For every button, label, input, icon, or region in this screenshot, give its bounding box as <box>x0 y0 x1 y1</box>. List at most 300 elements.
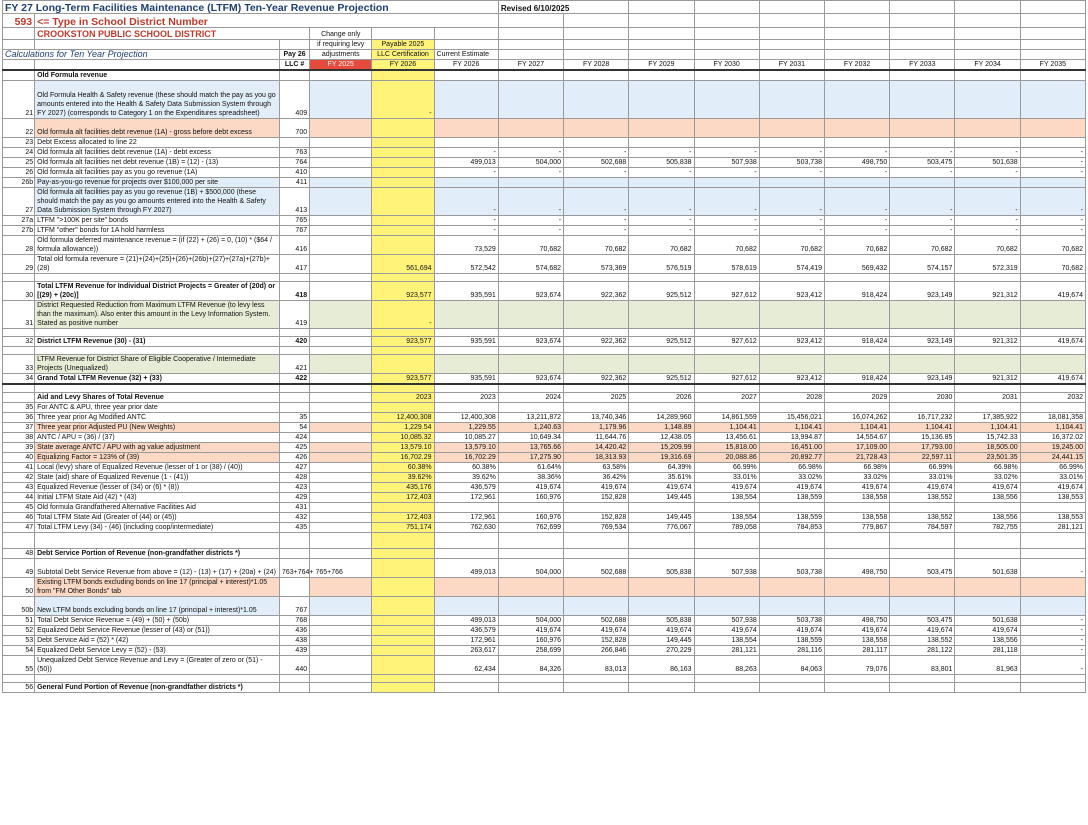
table-row <box>3 355 1086 374</box>
year-value: 503,738 <box>759 158 824 168</box>
llc-number: 418 <box>280 282 310 301</box>
year-value <box>955 682 1020 692</box>
year-value: 784,597 <box>890 522 955 532</box>
year-value <box>498 532 563 548</box>
payable-2025-value[interactable]: 39.62% <box>372 472 434 482</box>
year-value: 507,938 <box>694 615 759 625</box>
year-value <box>564 682 629 692</box>
levy-adjustment-input[interactable] <box>310 412 372 422</box>
year-value <box>694 402 759 412</box>
table-row <box>3 226 1086 236</box>
year-value: 160,976 <box>498 492 563 502</box>
payable-2025-value[interactable] <box>372 548 434 558</box>
row-label: Equalized Revenue (lesser of (34) or (6) * (8)) <box>35 482 280 492</box>
payable-2025-value[interactable]: 751,174 <box>372 522 434 532</box>
year-value: - <box>1020 168 1085 178</box>
year-value: 138,552 <box>890 635 955 645</box>
district-number-input[interactable]: 593 <box>3 14 35 28</box>
year-value: 578,619 <box>694 255 759 274</box>
table-row <box>3 412 1086 422</box>
payable-2025-value[interactable] <box>372 532 434 548</box>
year-value <box>629 674 694 682</box>
payable-2025-value[interactable] <box>372 178 434 188</box>
year-value: 922,362 <box>564 337 629 347</box>
year-value <box>694 274 759 282</box>
year-value: 81,963 <box>955 655 1020 674</box>
levy-adjustment-input[interactable] <box>310 301 372 329</box>
year-value <box>759 119 824 138</box>
levy-adjustment-input[interactable] <box>310 625 372 635</box>
fy2026-estimate-value: 935,591 <box>434 337 498 347</box>
payable-2025-value[interactable]: 923,577 <box>372 337 434 347</box>
year-value <box>890 301 955 329</box>
table-row <box>3 168 1086 178</box>
levy-adjustment-input[interactable] <box>310 615 372 625</box>
levy-adjustment-input[interactable] <box>310 402 372 412</box>
year-value <box>1020 577 1085 596</box>
table-row <box>3 70 1086 81</box>
fy2026-estimate-value: 572,542 <box>434 255 498 274</box>
row-label: Equalizing Factor = 123% of (39) <box>35 452 280 462</box>
payable-2025-value[interactable]: 923,577 <box>372 374 434 385</box>
line-number: 55 <box>3 655 35 674</box>
year-value <box>824 355 889 374</box>
levy-adjustment-input[interactable] <box>310 255 372 274</box>
llc-number: 426 <box>280 452 310 462</box>
levy-adjustment-input[interactable] <box>310 674 372 682</box>
line-number <box>3 674 35 682</box>
year-value <box>824 502 889 512</box>
levy-adjustment-input[interactable] <box>310 577 372 596</box>
levy-adjustment-input[interactable] <box>310 347 372 355</box>
year-value: 779,867 <box>824 522 889 532</box>
year-value: 927,612 <box>694 374 759 385</box>
levy-adjustment-input[interactable] <box>310 178 372 188</box>
change-only-label: Change only <box>310 28 372 40</box>
table-row <box>3 236 1086 255</box>
levy-adjustment-input[interactable] <box>310 119 372 138</box>
year-value: 36.42% <box>564 472 629 482</box>
llc-number: 432 <box>280 512 310 522</box>
payable-2025-value[interactable] <box>372 625 434 635</box>
year-value <box>955 355 1020 374</box>
llc-number: 763 <box>280 148 310 158</box>
payable-2025-value[interactable] <box>372 274 434 282</box>
year-value: 419,674 <box>955 482 1020 492</box>
year-value <box>564 674 629 682</box>
fy2026-estimate-value: - <box>434 188 498 216</box>
payable-2025-value[interactable] <box>372 402 434 412</box>
year-value: 923,149 <box>890 337 955 347</box>
year-value <box>955 548 1020 558</box>
table-row <box>3 374 1086 385</box>
year-value: - <box>1020 635 1085 645</box>
year-value <box>759 532 824 548</box>
llc-number <box>280 402 310 412</box>
district-number-prompt: <= Type in School District Number <box>35 14 499 28</box>
year-value: 70,682 <box>759 236 824 255</box>
year-value <box>890 548 955 558</box>
year-value: - <box>564 216 629 226</box>
row-label: Equalized Debt Service Revenue (lesser of (43) or (51)) <box>35 625 280 635</box>
year-value <box>694 502 759 512</box>
levy-adjustment-input[interactable] <box>310 168 372 178</box>
sheet-title: FY 27 Long-Term Facilities Maintenance (LTFM) Ten-Year Revenue Projection <box>3 1 499 14</box>
llc-certification-label: LLC Certification <box>372 50 434 60</box>
year-value: - <box>759 226 824 236</box>
levy-adjustment-input[interactable] <box>310 329 372 337</box>
year-header: FY 2031 <box>759 60 824 71</box>
row-label: Old formula deferred maintenance revenue = (if (22) + (26) = 0, (10) * ($64 / formula allowance)) <box>35 236 280 255</box>
year-value: 17,275.90 <box>498 452 563 462</box>
year-value <box>694 682 759 692</box>
year-value <box>890 596 955 615</box>
payable-2025-value[interactable] <box>372 635 434 645</box>
year-value: 918,424 <box>824 337 889 347</box>
payable-2025-value[interactable] <box>372 577 434 596</box>
year-value <box>824 402 889 412</box>
year-value: 70,682 <box>1020 255 1085 274</box>
llc-number: 763+764+ 765+766 <box>280 558 310 577</box>
year-value: 502,688 <box>564 558 629 577</box>
levy-adjustment-input[interactable] <box>310 384 372 392</box>
year-value <box>694 548 759 558</box>
year-value: - <box>629 188 694 216</box>
year-value: 281,121 <box>1020 522 1085 532</box>
fy2026-estimate-value: 12,400,308 <box>434 412 498 422</box>
year-value: 1,104.41 <box>1020 422 1085 432</box>
year-value: - <box>1020 158 1085 168</box>
year-value: 419,674 <box>1020 374 1085 385</box>
payable-2025-value[interactable]: 1,229.54 <box>372 422 434 432</box>
year-value: 1,104.41 <box>759 422 824 432</box>
row-label <box>35 274 280 282</box>
levy-adjustment-input[interactable] <box>310 148 372 158</box>
year-value: 66.98% <box>759 462 824 472</box>
llc-number <box>280 674 310 682</box>
levy-adjustment-input[interactable] <box>310 452 372 462</box>
year-value: 419,674 <box>629 482 694 492</box>
year-value: 505,838 <box>629 558 694 577</box>
year-value <box>890 70 955 81</box>
payable-2025-value[interactable]: 12,400,308 <box>372 412 434 422</box>
year-value <box>564 384 629 392</box>
levy-adjustment-input[interactable] <box>310 282 372 301</box>
row-label: Old formula Grandfathered Alternative Facilities Aid <box>35 502 280 512</box>
levy-adjustment-input[interactable] <box>310 482 372 492</box>
revised-date: Revised 6/10/2025 <box>498 1 628 14</box>
line-number: 27 <box>3 188 35 216</box>
levy-adjustment-input[interactable] <box>310 70 372 81</box>
payable-2025-value[interactable]: 16,702.29 <box>372 452 434 462</box>
year-value <box>564 329 629 337</box>
payable-2025-value[interactable] <box>372 384 434 392</box>
year-value: 33.02% <box>955 472 1020 482</box>
payable-2025-value[interactable] <box>372 236 434 255</box>
llc-number: 425 <box>280 442 310 452</box>
year-value: - <box>1020 645 1085 655</box>
year-value: 138,558 <box>824 635 889 645</box>
line-number: 51 <box>3 615 35 625</box>
year-value: - <box>1020 226 1085 236</box>
year-value: 88,263 <box>694 655 759 674</box>
payable-2025-value[interactable] <box>372 329 434 337</box>
llc-number: 421 <box>280 355 310 374</box>
levy-adjustment-input[interactable] <box>310 432 372 442</box>
payable-2025-value[interactable] <box>372 188 434 216</box>
year-value: 84,063 <box>759 655 824 674</box>
year-value: 138,553 <box>1020 512 1085 522</box>
year-value <box>759 355 824 374</box>
year-value: - <box>694 216 759 226</box>
table-row <box>3 682 1086 692</box>
line-number: 42 <box>3 472 35 482</box>
fy2025-adjustment-header: FY 2025 <box>310 60 372 71</box>
year-value <box>1020 178 1085 188</box>
year-value: 13,994.87 <box>759 432 824 442</box>
levy-adjustment-input[interactable] <box>310 682 372 692</box>
year-value: 33.01% <box>890 472 955 482</box>
table-row <box>3 492 1086 502</box>
payable-2025-value[interactable] <box>372 615 434 625</box>
year-value <box>759 682 824 692</box>
table-row <box>3 645 1086 655</box>
year-value: - <box>955 226 1020 236</box>
year-value: 64.39% <box>629 462 694 472</box>
year-value: 923,412 <box>759 282 824 301</box>
levy-adjustment-input[interactable] <box>310 492 372 502</box>
payable-2025-value[interactable] <box>372 558 434 577</box>
year-value: 922,362 <box>564 282 629 301</box>
payable-2025-value[interactable] <box>372 138 434 148</box>
fy2026-estimate-value <box>434 402 498 412</box>
payable-2025-value[interactable]: 923,577 <box>372 282 434 301</box>
year-value: 17,793.00 <box>890 442 955 452</box>
year-value <box>824 596 889 615</box>
payable-2025-value[interactable] <box>372 682 434 692</box>
table-row <box>3 522 1086 532</box>
fy2026-estimate-value: 2023 <box>434 392 498 402</box>
levy-adjustment-input[interactable] <box>310 635 372 645</box>
year-value <box>890 178 955 188</box>
line-number: 50b <box>3 596 35 615</box>
payable-2025-value[interactable] <box>372 355 434 374</box>
payable-2025-value[interactable] <box>372 674 434 682</box>
levy-adjustment-input[interactable] <box>310 226 372 236</box>
year-value: 11,644.76 <box>564 432 629 442</box>
year-value: - <box>890 226 955 236</box>
year-value <box>498 577 563 596</box>
year-value: 138,559 <box>759 512 824 522</box>
payable-2025-value[interactable] <box>372 655 434 674</box>
year-value <box>498 138 563 148</box>
year-value: 1,104.41 <box>955 422 1020 432</box>
payable-2025-value[interactable] <box>372 216 434 226</box>
year-value: 504,000 <box>498 558 563 577</box>
year-value <box>1020 355 1085 374</box>
levy-adjustment-input[interactable] <box>310 337 372 347</box>
levy-adjustment-input[interactable] <box>310 548 372 558</box>
payable-2025-value[interactable]: 172,403 <box>372 492 434 502</box>
line-number: 30 <box>3 282 35 301</box>
year-value: 33.01% <box>694 472 759 482</box>
levy-adjustment-input[interactable] <box>310 596 372 615</box>
table-row <box>3 442 1086 452</box>
year-value <box>629 596 694 615</box>
payable-2025-value[interactable] <box>372 645 434 655</box>
line-number: 23 <box>3 138 35 148</box>
fy2026-estimate-value: - <box>434 216 498 226</box>
year-value: 923,149 <box>890 282 955 301</box>
year-header: FY 2028 <box>564 60 629 71</box>
llc-number: 700 <box>280 119 310 138</box>
line-number <box>3 329 35 337</box>
year-value: 38.36% <box>498 472 563 482</box>
line-number: 41 <box>3 462 35 472</box>
levy-adjustment-input[interactable] <box>310 422 372 432</box>
year-value <box>694 301 759 329</box>
year-value <box>955 674 1020 682</box>
year-value <box>890 502 955 512</box>
llc-number: 411 <box>280 178 310 188</box>
levy-adjustment-input[interactable] <box>310 442 372 452</box>
year-value <box>694 577 759 596</box>
year-value: 923,149 <box>890 374 955 385</box>
payable-2025-value[interactable]: 561,694 <box>372 255 434 274</box>
fy2026-estimate-value <box>434 301 498 329</box>
year-value: - <box>759 188 824 216</box>
levy-adjustment-input[interactable] <box>310 374 372 385</box>
year-value <box>1020 682 1085 692</box>
year-value <box>759 548 824 558</box>
year-value <box>629 682 694 692</box>
fy2026-estimate-value: 39.62% <box>434 472 498 482</box>
line-number <box>3 70 35 81</box>
table-row <box>3 301 1086 329</box>
fy2026-estimate-value <box>434 596 498 615</box>
payable-2025-value[interactable] <box>372 596 434 615</box>
year-value <box>629 329 694 337</box>
payable-2025-value[interactable]: 10,085.32 <box>372 432 434 442</box>
year-value: 152,828 <box>564 512 629 522</box>
levy-adjustment-input[interactable] <box>310 532 372 548</box>
row-label: ANTC / APU = (36) / (37) <box>35 432 280 442</box>
year-value: - <box>955 188 1020 216</box>
llc-number: 767 <box>280 596 310 615</box>
levy-adjustment-input[interactable] <box>310 392 372 402</box>
llc-number: 410 <box>280 168 310 178</box>
row-label: Total LTFM State Aid (Greater of (44) or (45)) <box>35 512 280 522</box>
levy-adjustment-input[interactable] <box>310 188 372 216</box>
fy2026-estimate-value: 499,013 <box>434 558 498 577</box>
year-value: 1,104.41 <box>694 422 759 432</box>
payable-2025-value[interactable] <box>372 347 434 355</box>
payable-2025-value[interactable] <box>372 70 434 81</box>
payable-2025-value[interactable]: 435,176 <box>372 482 434 492</box>
year-value <box>824 329 889 337</box>
llc-number: 439 <box>280 645 310 655</box>
levy-adjustment-input[interactable] <box>310 274 372 282</box>
levy-adjustment-input[interactable] <box>310 512 372 522</box>
year-value: - <box>564 226 629 236</box>
payable-2025-value[interactable]: 13,579.10 <box>372 442 434 452</box>
payable-2025-value[interactable]: 172,403 <box>372 512 434 522</box>
year-value: - <box>955 168 1020 178</box>
levy-adjustment-input[interactable] <box>310 462 372 472</box>
year-value: 503,475 <box>890 615 955 625</box>
payable-2025-value[interactable] <box>372 158 434 168</box>
year-value: 419,674 <box>890 482 955 492</box>
year-value <box>1020 347 1085 355</box>
year-value: 13,211,872 <box>498 412 563 422</box>
levy-adjustment-input[interactable] <box>310 522 372 532</box>
year-value: 18,313.93 <box>564 452 629 462</box>
fy2026-estimate-value <box>434 502 498 512</box>
year-value <box>498 301 563 329</box>
year-value <box>629 81 694 119</box>
year-value: 419,674 <box>629 625 694 635</box>
year-value <box>498 178 563 188</box>
levy-adjustment-input[interactable] <box>310 655 372 674</box>
year-value: 419,674 <box>890 625 955 635</box>
year-value: 923,674 <box>498 282 563 301</box>
levy-adjustment-input[interactable] <box>310 355 372 374</box>
payable-2025-value[interactable] <box>372 119 434 138</box>
levy-adjustment-input[interactable] <box>310 81 372 119</box>
payable-2025-value[interactable]: 2023 <box>372 392 434 402</box>
line-number: 43 <box>3 482 35 492</box>
year-value: 12,438.05 <box>629 432 694 442</box>
year-value: 419,674 <box>694 625 759 635</box>
year-value <box>1020 402 1085 412</box>
payable-2025-value[interactable] <box>372 502 434 512</box>
year-value <box>890 119 955 138</box>
year-value: 18,081,358 <box>1020 412 1085 422</box>
levy-adjustment-input[interactable] <box>310 236 372 255</box>
levy-adjustment-input[interactable] <box>310 138 372 148</box>
levy-adjustment-input[interactable] <box>310 645 372 655</box>
line-number: 37 <box>3 422 35 432</box>
year-value: 14,289,960 <box>629 412 694 422</box>
year-value <box>759 178 824 188</box>
year-value: 1,240.63 <box>498 422 563 432</box>
llc-number: 416 <box>280 236 310 255</box>
row-label: LTFM ">100K per site" bonds <box>35 216 280 226</box>
levy-adjustment-input[interactable] <box>310 472 372 482</box>
levy-adjustment-input[interactable] <box>310 216 372 226</box>
payable-2025-value[interactable] <box>372 148 434 158</box>
payable-2025-value[interactable]: - <box>372 81 434 119</box>
payable-2025-value[interactable]: - <box>372 301 434 329</box>
year-value: 923,412 <box>759 374 824 385</box>
payable-2025-value[interactable] <box>372 168 434 178</box>
year-value: 84,326 <box>498 655 563 674</box>
row-label: District LTFM Revenue (30) - (31) <box>35 337 280 347</box>
payable-2025-value[interactable]: 60.38% <box>372 462 434 472</box>
levy-adjustment-input[interactable] <box>310 502 372 512</box>
year-value: 2024 <box>498 392 563 402</box>
year-value <box>955 70 1020 81</box>
row-label: Existing LTFM bonds excluding bonds on line 17 (principal + interest)*1.05 from "FM Other Bonds" tab <box>35 577 280 596</box>
year-value <box>498 548 563 558</box>
year-value: - <box>759 168 824 178</box>
table-row <box>3 655 1086 674</box>
levy-adjustment-input[interactable] <box>310 158 372 168</box>
year-value: 138,556 <box>955 492 1020 502</box>
line-number: 29 <box>3 255 35 274</box>
payable-2025-value[interactable] <box>372 226 434 236</box>
line-number <box>3 384 35 392</box>
